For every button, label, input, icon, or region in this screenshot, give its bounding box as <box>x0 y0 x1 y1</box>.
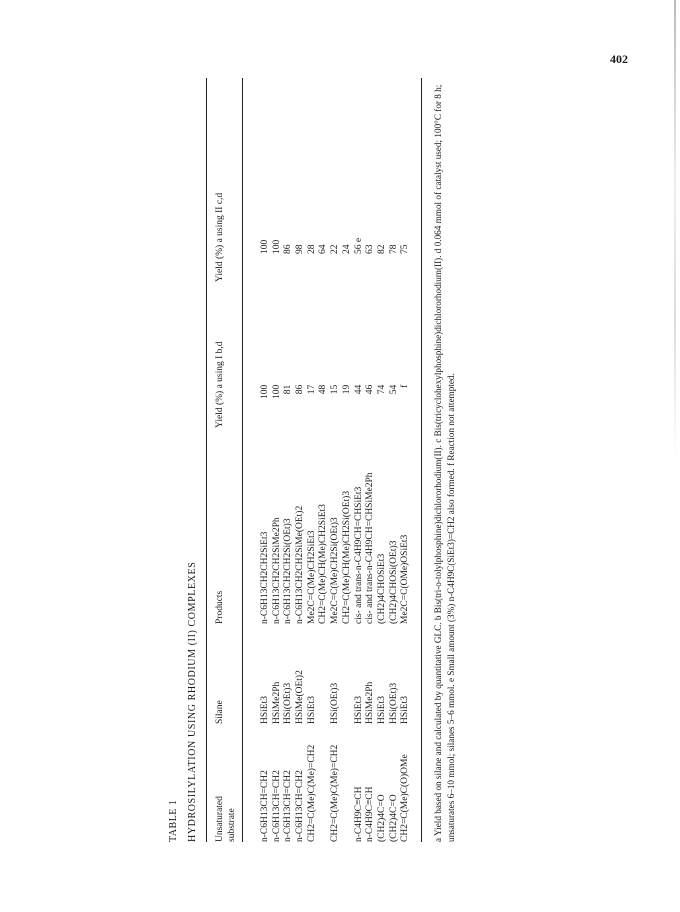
substrate-cell: n-C6H13CH=CH2 <box>283 770 294 842</box>
silane-cell: HSiEt3 <box>376 696 387 724</box>
yield-II-cell: 63 <box>365 244 376 254</box>
yield-II-cell: 22 <box>330 244 341 254</box>
yield-I-cell: 100 <box>260 384 270 399</box>
yield-II-cell: 75 <box>400 244 411 254</box>
silane-cell: HSi(OEt)3 <box>283 682 294 724</box>
yield-II-cell: 100 <box>271 239 282 254</box>
substrate-cell: n-C6H13CH=CH2 <box>271 770 282 842</box>
substrate-cell: CH2=C(Me)C(O)OMe <box>400 754 411 842</box>
header-silane: Silane <box>215 700 225 724</box>
yield-II-cell: 98 <box>295 244 306 254</box>
yield-II-cell: 28 <box>306 244 317 254</box>
yield-II-cell: 100 <box>260 239 270 254</box>
yield-I-cell: 54 <box>388 384 399 395</box>
silane-cell: HSiEt3 <box>353 696 364 724</box>
yield-II-cell: 82 <box>376 244 387 254</box>
column-yield-II <box>260 238 412 254</box>
yield-II-cell: 86 <box>283 244 294 254</box>
header-yield-I: Yield (%) a using I b,d <box>215 341 225 428</box>
yield-I-cell: 74 <box>376 384 387 395</box>
top-rule <box>206 78 207 842</box>
rotated-table-block <box>168 78 498 842</box>
page-number: 402 <box>610 52 628 66</box>
product-cell: Me2C=C(OMe)OSiEt3 <box>400 534 411 624</box>
product-cell: Me2C=C(Me)CH2SiEt3 <box>306 530 317 624</box>
yield-I-cell: 19 <box>341 384 352 395</box>
yield-I-cell: 100 <box>271 384 282 399</box>
substrate-cell: CH2=C(Me)C(Me)=CH2 <box>330 744 341 842</box>
yield-I-cell: 17 <box>306 384 317 395</box>
substrate-cell: n-C4H9C≡CH <box>353 786 364 842</box>
product-cell: CH2=C(Me)CH(Me)CH2SiEt3 <box>318 504 329 624</box>
product-cell: n-C6H13CH2CH2SiMe(OEt)2 <box>295 505 306 624</box>
yield-I-cell: 15 <box>330 384 341 395</box>
substrate-cell <box>342 745 354 842</box>
yield-II-cell: 56 e <box>353 237 364 254</box>
silane-cell: HSiMe2Ph <box>271 681 282 724</box>
substrate-cell: n-C4H9C≡CH <box>365 786 376 842</box>
product-cell: n-C6H13CH2CH2Si(OEt)3 <box>283 518 294 624</box>
product-cell: cis- and trans-n-C4H9CH=CHSiEt3 <box>353 486 364 624</box>
yield-I-cell: f <box>400 384 411 388</box>
silane-cell: HSiEt3 <box>260 696 270 724</box>
bottom-rule <box>421 78 422 842</box>
silane-cell <box>342 670 354 724</box>
yield-II-cell: 78 <box>388 244 399 254</box>
yield-I-cell: 44 <box>353 384 364 395</box>
silane-cell <box>318 670 330 724</box>
scan-edge-mark <box>674 0 676 460</box>
column-substrate <box>260 745 412 842</box>
product-cell: n-C6H13CH2CH2SiEt3 <box>260 531 270 624</box>
header-yield-II: Yield (%) a using II c,d <box>215 192 225 282</box>
silane-cell: HSiMe2Ph <box>365 681 376 724</box>
yield-I-cell: 48 <box>318 384 329 395</box>
substrate-cell: n-C6H13CH=CH2 <box>260 770 270 842</box>
silane-cell: HSi(OEt)3 <box>388 682 399 724</box>
substrate-cell <box>318 745 330 842</box>
substrate-cell: (CH2)4C=O <box>376 794 387 842</box>
table-label: TABLE 1 <box>168 799 179 842</box>
column-silane <box>260 670 412 724</box>
yield-II-cell: 64 <box>318 244 329 254</box>
yield-I-cell: 81 <box>283 384 294 395</box>
silane-cell: HSiEt3 <box>306 696 317 724</box>
table-title: HYDROSILYLATION USING RHODIUM (II) COMPLEXES <box>186 561 198 842</box>
yield-II-cell: 24 <box>341 244 352 254</box>
table-footnote: a Yield based on silane and calculated by quantitative GLC. b Bis(tri-o-tolylphosphine)dichlororhodium(II). c Bis(tricyclohexylphosphine)dichlororhodium(II). d 0.064 mmol of catalyst used; 100°C for 8 h; unsaturates 6–10 mmol; silanes 5–6 mmol. e Small amount (3%) n-C4H9C(SiEt3)=CH2 also formed. f Reaction not attempted. <box>433 84 457 842</box>
column-yield-I <box>260 385 412 399</box>
product-cell: (CH2)4CHOSiEt3 <box>376 553 387 624</box>
silane-cell: HSi(OEt)3 <box>330 682 341 724</box>
silane-cell: HSiEt3 <box>400 696 411 724</box>
header-rule <box>242 78 243 842</box>
column-products <box>260 472 412 624</box>
substrate-cell: (CH2)4C=O <box>388 794 399 842</box>
product-cell: CH2=C(Me)CH(Me)CH2Si(OEt)3 <box>341 490 352 624</box>
silane-cell: HSiMe(OEt)2 <box>295 670 306 724</box>
header-substrate: Unsaturated substrate <box>215 796 237 842</box>
product-cell: n-C6H13CH2CH2SiMe2Ph <box>271 517 282 624</box>
table-caption <box>168 562 199 842</box>
yield-I-cell: 46 <box>365 384 376 395</box>
header-products: Products <box>215 590 225 624</box>
product-cell: Me2C=C(Me)CH2Si(OEt)3 <box>330 517 341 624</box>
yield-I-cell: 86 <box>295 384 306 395</box>
product-cell: cis- and trans-n-C4H9CH=CHSiMe2Ph <box>365 472 376 624</box>
product-cell: (CH2)4CHOSi(OEt)3 <box>388 540 399 624</box>
substrate-cell: CH2=C(Me)C(Me)=CH2 <box>306 744 317 842</box>
substrate-cell: n-C6H13CH=CH2 <box>295 770 306 842</box>
